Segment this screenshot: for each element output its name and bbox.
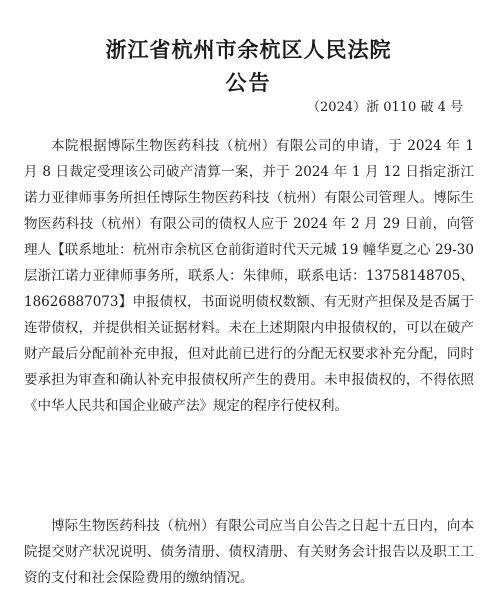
case-number: （2024）浙 0110 破 4 号 — [307, 100, 463, 115]
notice-paragraph-1: 本院根据博际生物医药科技（杭州）有限公司的申请，于 2024 年 1 月 8 日裁定受理该公司破产清算一案，并于 2024 年 1 月 12 日指定浙江诺力亚律师事务所担任博际生物医药科技（杭州）有限公司管理人。博际生物医药科技（杭州）有限公司的债权人应于 2024 年 2 月 29 日前，向管理人【联系地址：杭州市余杭区仓前街道时代天元城 19 幢华夏之心 29-30 层浙江诺力亚律师事务所，联系人：朱律师，联系电话：13758148705、18626887073】申报债权，书面说明债权数额、有无财产担保及是否属于连带债权，并提供相关证据材料。未在上述期限内申报债权的，可以在破产财产最后分配前补充申报，但对此前已进行的分配无权要求补充分配，同时要承担为审查和确认补充申报债权所产生的费用。未申报债权的，不得依照《中华人民共和国企业破产法》规定的程序行使权利。 — [24, 138, 474, 414]
court-title: 浙江省杭州市余杭区人民法院 — [105, 38, 392, 62]
notice-paragraph-2: 博际生物医药科技（杭州）有限公司应当自公告之日起十五日内，向本院提交财产状况说明、债务清册、债权清册、有关财务会计报告以及职工工资的支付和社会保险费用的缴纳情况。 — [24, 518, 474, 586]
document-type-heading: 公告 — [225, 71, 272, 95]
